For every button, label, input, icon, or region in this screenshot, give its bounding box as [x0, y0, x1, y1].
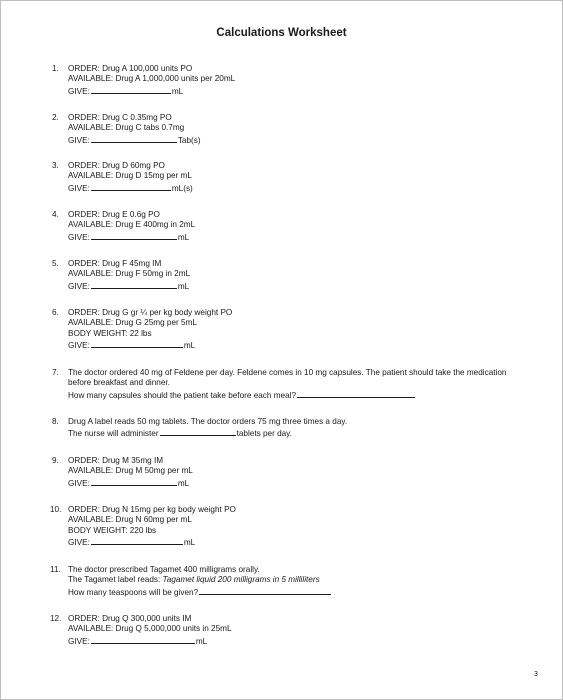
give-line — [68, 182, 193, 194]
answer-blank[interactable] — [91, 85, 171, 94]
problem-number: 10. — [50, 505, 62, 514]
order-line: ORDER: Drug G gr ¼ per kg body weight PO — [68, 308, 233, 317]
give-line — [68, 635, 232, 647]
available-line: AVAILABLE: Drug D 15mg per mL — [68, 171, 192, 181]
answer-unit: mL — [183, 341, 196, 351]
available-line: AVAILABLE: Drug E 400mg in 2mL — [68, 220, 196, 230]
answer-blank[interactable] — [91, 339, 183, 348]
available-line: AVAILABLE: Drug G 25mg per 5mL — [68, 318, 197, 328]
give-line — [68, 231, 195, 243]
give-label: GIVE: — [68, 183, 90, 193]
label-line — [68, 575, 332, 585]
available-line: AVAILABLE: Drug C tabs 0.7mg — [68, 123, 185, 133]
body-weight-line: BODY WEIGHT: 22 lbs — [68, 328, 152, 338]
question-line — [68, 586, 332, 598]
give-line — [68, 280, 190, 292]
answer-unit: mL — [177, 281, 190, 291]
label-text: Tagamet liquid 200 milligrams in 5 milliliters — [162, 575, 320, 585]
give-label: GIVE: — [68, 538, 90, 548]
give-label: GIVE: — [68, 86, 90, 96]
answer-unit: mL — [177, 478, 190, 488]
answer-unit: mL — [177, 232, 190, 242]
problem-number: 3. — [52, 161, 59, 170]
problem-number: 4. — [52, 210, 59, 219]
problem-text: The doctor prescribed Tagamet 400 milligrams orally. — [68, 565, 260, 574]
available-line: AVAILABLE: Drug A 1,000,000 units per 20mL — [68, 74, 236, 84]
answer-blank[interactable] — [91, 231, 177, 240]
order-line: ORDER: Drug A 100,000 units PO — [68, 64, 193, 73]
problem-number: 1. — [52, 64, 59, 73]
order-line: ORDER: Drug E 0.6g PO — [68, 210, 160, 219]
order-line: ORDER: Drug Q 300,000 units IM — [68, 614, 192, 623]
give-line — [68, 477, 193, 489]
question-text: How many teaspoons will be given? — [68, 587, 199, 597]
order-line: ORDER: Drug C 0.35mg PO — [68, 113, 172, 122]
question-line — [68, 427, 347, 439]
answer-blank[interactable] — [160, 427, 236, 436]
answer-blank[interactable] — [91, 536, 183, 545]
problem-number: 2. — [52, 113, 59, 122]
answer-blank[interactable] — [297, 389, 415, 398]
problem-number: 11. — [50, 565, 61, 574]
order-line: ORDER: Drug N 15mg per kg body weight PO — [68, 505, 236, 514]
label-prefix: The Tagamet label reads: — [68, 575, 161, 585]
answer-unit: Tab(s) — [177, 135, 201, 145]
question-text: The nurse will administer — [68, 429, 159, 439]
answer-blank[interactable] — [91, 280, 177, 289]
give-line — [68, 536, 236, 548]
answer-blank[interactable] — [91, 134, 177, 143]
available-line: AVAILABLE: Drug N 60mg per mL — [68, 515, 192, 525]
answer-blank[interactable] — [199, 586, 331, 595]
problem-number: 9. — [52, 456, 59, 465]
available-line: AVAILABLE: Drug Q 5,000,000 units in 25mL — [68, 624, 232, 634]
problem-text: The doctor ordered 40 mg of Feldene per day. Feldene comes in 10 mg capsules. The patient should take the medication before breakfast and dinner. — [68, 368, 507, 388]
answer-unit: mL — [183, 538, 196, 548]
answer-unit: mL(s) — [171, 183, 193, 193]
answer-blank[interactable] — [91, 635, 195, 644]
answer-unit: tablets per day. — [236, 429, 292, 439]
answer-blank[interactable] — [91, 477, 177, 486]
answer-unit: mL — [195, 636, 208, 646]
problem-text: Drug A label reads 50 mg tablets. The doctor orders 75 mg three times a day. — [68, 417, 348, 426]
give-label: GIVE: — [68, 281, 90, 291]
worksheet-title: Calculations Worksheet — [216, 27, 347, 39]
question-line — [68, 389, 518, 401]
answer-unit: mL — [171, 86, 184, 96]
problem-number: 5. — [52, 259, 59, 268]
question-text: How many capsules should the patient take before each meal? — [68, 390, 297, 400]
order-line: ORDER: Drug D 60mg PO — [68, 161, 165, 170]
page-number: 3 — [534, 671, 538, 678]
problem-number: 8. — [52, 417, 59, 426]
problem-number: 7. — [52, 368, 59, 377]
problem-number: 6. — [52, 308, 59, 317]
give-line — [68, 85, 235, 97]
give-label: GIVE: — [68, 478, 90, 488]
body-weight-line: BODY WEIGHT: 220 lbs — [68, 525, 157, 535]
available-line: AVAILABLE: Drug F 50mg in 2mL — [68, 269, 191, 279]
give-label: GIVE: — [68, 232, 90, 242]
give-label: GIVE: — [68, 341, 90, 351]
answer-blank[interactable] — [91, 182, 171, 191]
available-line: AVAILABLE: Drug M 50mg per mL — [68, 466, 193, 476]
give-line — [68, 134, 201, 146]
give-label: GIVE: — [68, 636, 90, 646]
problem-number: 12. — [50, 614, 62, 623]
give-line — [68, 339, 232, 351]
give-label: GIVE: — [68, 135, 90, 145]
order-line: ORDER: Drug F 45mg IM — [68, 259, 162, 268]
order-line: ORDER: Drug M 35mg IM — [68, 456, 164, 465]
